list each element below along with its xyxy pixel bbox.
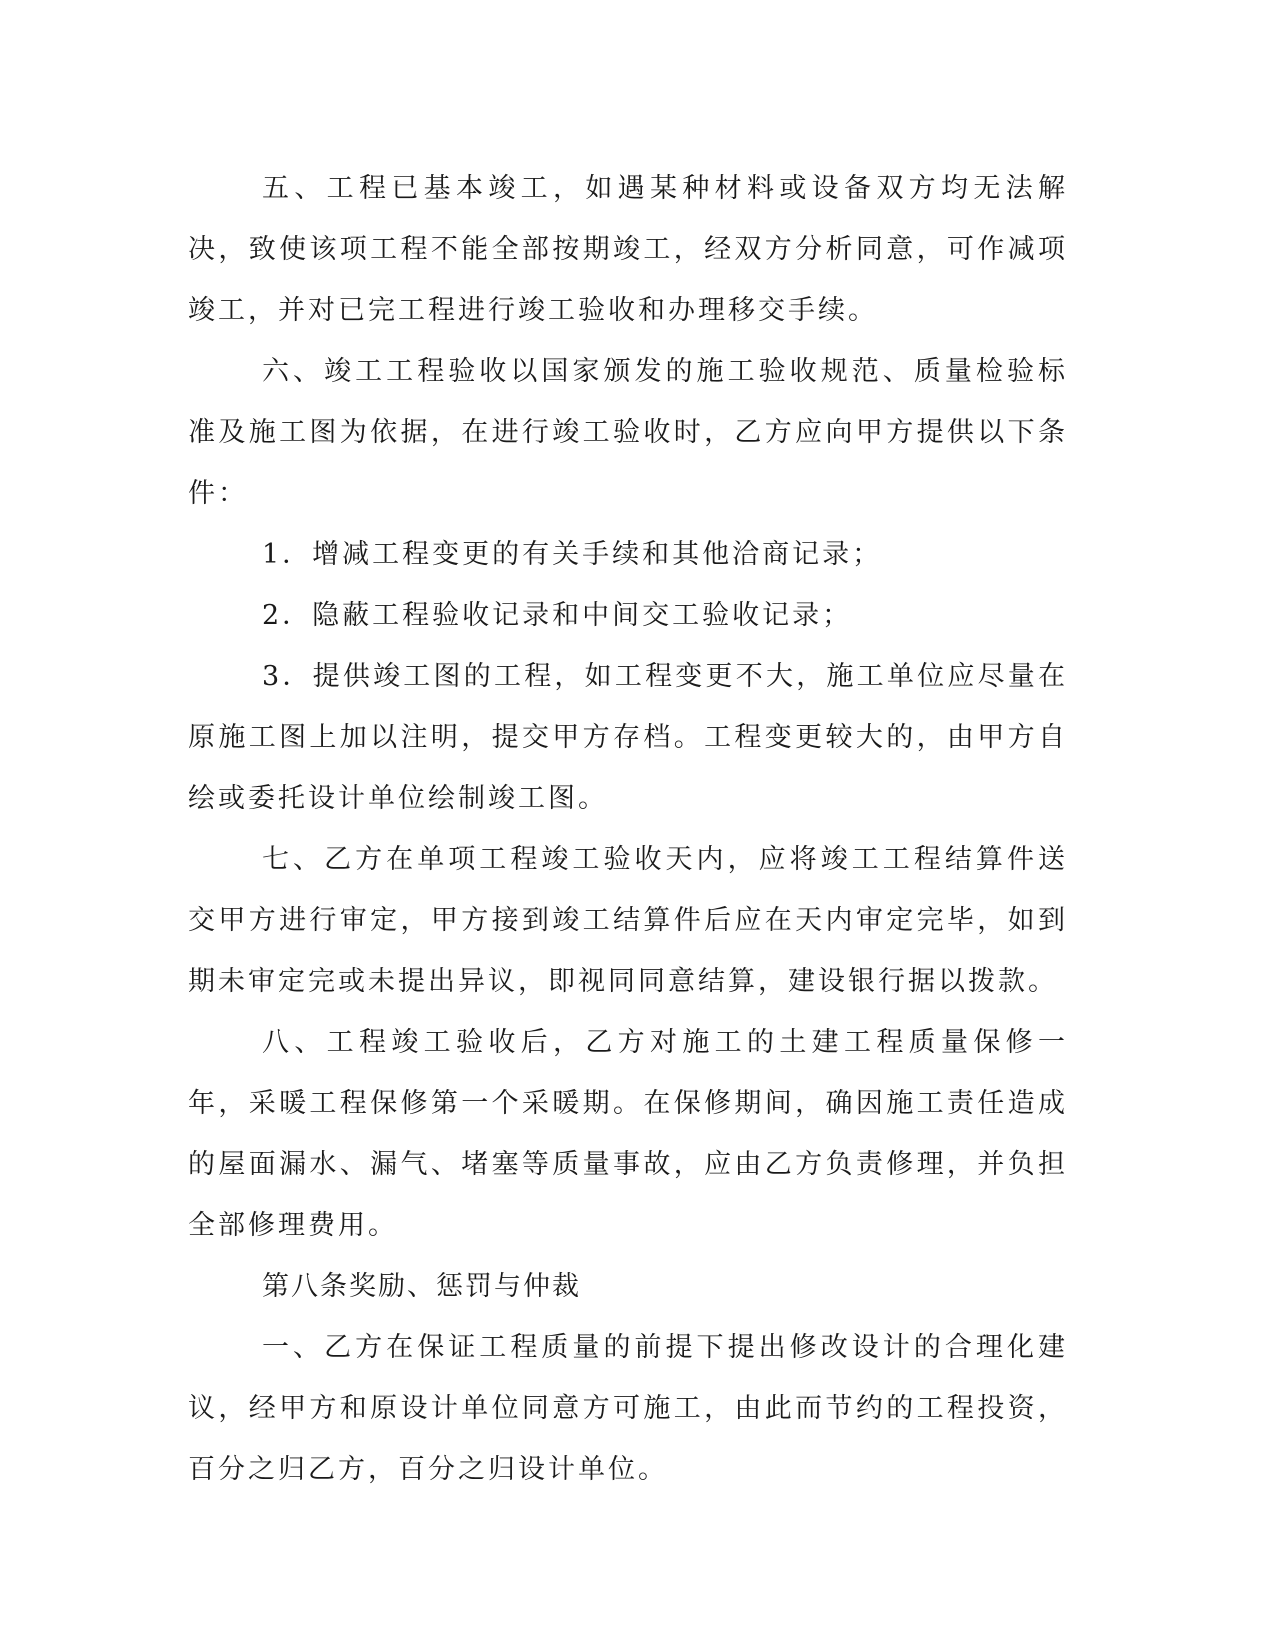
list-item-2: 2．隐蔽工程验收记录和中间交工验收记录； xyxy=(262,600,853,631)
paragraph-clause-5: 五、工程已基本竣工，如遇某种材料或设备双方均无法解决，致使该项工程不能全部按期竣工，经双方分析同意，可作减项竣工，并对已完工程进行竣工验收和办理移交手续。 xyxy=(188,173,1068,326)
paragraph-clause-8: 八、工程竣工验收后，乙方对施工的土建工程质量保修一年，采暖工程保修第一个采暖期。在保修期间，确因施工责任造成的屋面漏水、漏气、堵塞等质量事故，应由乙方负责修理，并负担全部修理费用。 xyxy=(188,1027,1068,1241)
list-item-3: 3．提供竣工图的工程，如工程变更不大，施工单位应尽量在原施工图上加以注明，提交甲方存档。工程变更较大的，由甲方自绘或委托设计单位绘制竣工图。 xyxy=(188,661,1068,814)
paragraph-clause-7: 七、乙方在单项工程竣工验收天内，应将竣工工程结算件送交甲方进行审定，甲方接到竣工结算件后应在天内审定完毕，如到期未审定完或未提出异议，即视同同意结算，建设银行据以拨款。 xyxy=(188,844,1068,997)
document-body xyxy=(188,158,1068,1500)
list-item-1: 1．增减工程变更的有关手续和其他洽商记录； xyxy=(262,539,883,570)
paragraph-article-8-clause-1: 一、乙方在保证工程质量的前提下提出修改设计的合理化建议，经甲方和原设计单位同意方可施工，由此而节约的工程投资，百分之归乙方，百分之归设计单位。 xyxy=(188,1332,1068,1485)
paragraph-clause-6: 六、竣工工程验收以国家颁发的施工验收规范、质量检验标准及施工图为依据，在进行竣工验收时，乙方应向甲方提供以下条件： xyxy=(188,356,1068,509)
article-8-heading: 第八条奖励、惩罚与仲裁 xyxy=(262,1271,581,1302)
